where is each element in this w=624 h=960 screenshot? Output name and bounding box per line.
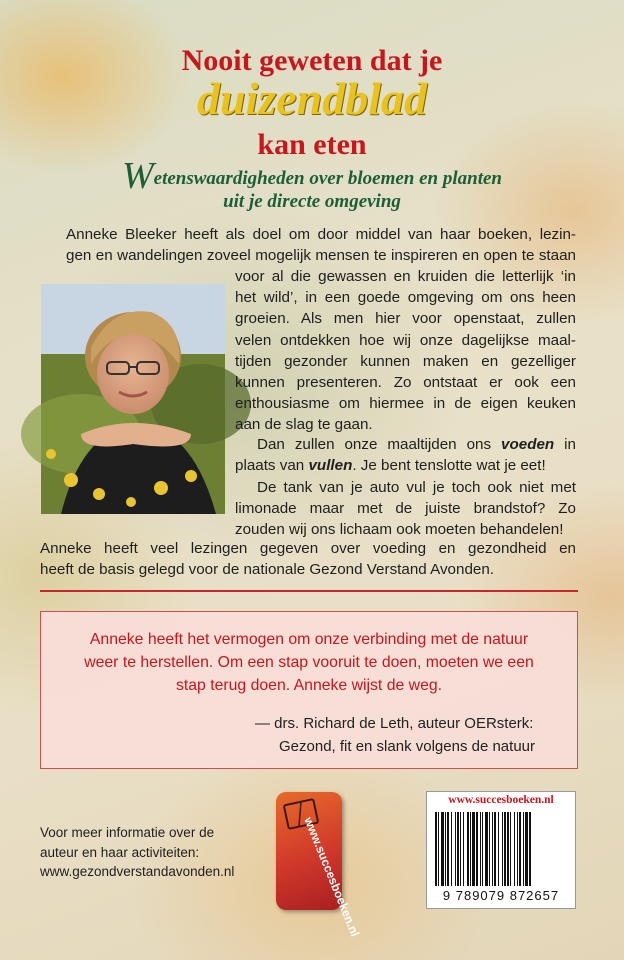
barcode-bar: [445, 812, 446, 886]
intro-line: Anneke Bleeker heeft als doel om door middel van haar boeken, lezin-: [66, 226, 576, 243]
photo-side-paragraph: [235, 266, 576, 436]
body-line: velen ontdekken hoe wij onze dagelijkse maal-: [235, 331, 576, 349]
body-line: De tank van je auto vul je toch ook niet met: [257, 479, 576, 496]
barcode-bar: [455, 812, 456, 886]
barcode-bar: [523, 812, 524, 886]
info-line: auteur en haar activiteiten:: [40, 844, 200, 860]
divider-rule: [40, 590, 578, 592]
author-portrait-illustration: [41, 284, 225, 514]
meals-text-b: in: [554, 436, 576, 453]
more-info-block: [40, 823, 234, 882]
title-line-2: duizendblad: [196, 73, 428, 124]
body-line: voor al die gewassen en kruiden die letterlijk ‘in: [235, 268, 576, 285]
testimonial-attribution: [255, 712, 535, 758]
logo-line-3: .nl: [343, 920, 363, 939]
title-line-1: Nooit geweten dat je: [181, 44, 443, 77]
barcode-url: www.succesboeken.nl: [448, 794, 554, 806]
body-line: het wild’, in een goede omgeving om ons heen: [235, 289, 576, 307]
body-line: enthousiasme om hiermee in de eigen keuken: [235, 395, 576, 413]
barcode-bar: [507, 812, 509, 886]
barcode-bar: [438, 812, 439, 886]
barcode-bar: [494, 812, 496, 886]
barcode-bar: [460, 812, 461, 886]
logo-line-2: www.: [301, 815, 326, 849]
quote-line: stap terug doen. Anneke wijst de weg.: [175, 677, 443, 694]
barcode-bar: [463, 812, 464, 886]
body-line: Anneke heeft veel lezingen gegeven over voeding en gezondheid en: [40, 540, 576, 557]
barcode-bar: [504, 812, 506, 886]
barcode-bar: [457, 812, 459, 886]
intro-line: gen en wandelingen zoveel mogelijk mensen te inspireren en open te staan: [66, 247, 576, 265]
meals-text-c: plaats van: [235, 457, 309, 475]
author-photo: [41, 284, 225, 514]
meals-line-2: [235, 455, 576, 476]
quote-line: Anneke heeft het vermogen om onze verbinding met de natuur: [89, 631, 529, 648]
barcode-bar: [510, 812, 511, 886]
barcode-bar: [476, 812, 478, 886]
barcode-bar: [472, 812, 475, 886]
attribution-line-1: — drs. Richard de Leth, auteur OERsterk:: [255, 715, 534, 732]
body-line: tijden gezonder kunnen maken en gezelliger: [235, 352, 576, 370]
subtitle-line-2: uit je directe omgeving: [223, 191, 401, 212]
logo-line-1: succesboeken: [312, 843, 357, 926]
barcode-bar: [470, 812, 471, 886]
testimonial-box: [40, 611, 578, 769]
subtitle-line-1-rest: etenswaardigheden over bloemen en planten: [153, 168, 502, 189]
intro-paragraph: [66, 224, 576, 266]
barcode-bar: [489, 812, 490, 886]
lectures-paragraph: [40, 538, 576, 580]
subtitle-line-1: [0, 155, 624, 197]
barcode-bars: [433, 812, 571, 886]
testimonial-quote: [63, 628, 555, 697]
meals-text-d: . Je bent tenslotte wat je eet!: [352, 457, 546, 475]
tank-paragraph: [235, 477, 576, 541]
barcode-bar: [517, 812, 518, 886]
barcode-number: 9 789079 872657: [442, 888, 560, 903]
info-line: Voor meer informatie over de: [40, 825, 215, 840]
meals-paragraph: [235, 434, 576, 476]
body-line: aan de slag te gaan.: [235, 416, 373, 434]
barcode-bar: [435, 812, 437, 886]
voeden-emphasis: voeden: [501, 436, 555, 453]
barcode-bar: [529, 812, 531, 886]
barcode-bar: [480, 812, 481, 886]
body-line: kunnen presenteren. Zo ontstaat er ook een: [235, 374, 576, 392]
barcode-bar: [441, 812, 444, 886]
vullen-emphasis: vullen: [308, 457, 353, 475]
body-line: groeien. Als men hier voor openstaat, zullen: [235, 310, 576, 328]
barcode-bar: [492, 812, 493, 886]
barcode-bar: [447, 812, 449, 886]
meals-line-1: [235, 434, 576, 455]
quote-line: weer te herstellen. Om een stap vooruit te doen, moeten we een: [84, 654, 534, 671]
meals-text-a: Dan zullen onze maaltijden ons: [257, 436, 502, 453]
barcode-bar: [451, 812, 452, 886]
barcode-bar: [482, 812, 483, 886]
body-line: heeft de basis gelegd voor de nationale Gezond Verstand Avonden.: [40, 561, 494, 579]
barcode-bar: [514, 812, 515, 886]
barcode-bar: [485, 812, 488, 886]
barcode-box: [426, 791, 576, 909]
barcode-bar: [519, 812, 521, 886]
title-line-3: kan eten: [257, 128, 367, 161]
publisher-logo: [276, 792, 363, 939]
body-line: limonade maar met de juiste brandstof? Zo: [235, 500, 576, 518]
attribution-line-2: Gezond, fit en slank volgens de natuur: [279, 738, 535, 755]
barcode-bar: [498, 812, 499, 886]
body-line: zouden wij ons lichaam ook moeten behandelen!: [235, 521, 564, 539]
barcode-bar: [467, 812, 469, 886]
subtitle-initial: W: [122, 155, 154, 197]
barcode-bar: [502, 812, 503, 886]
info-website-link[interactable]: www.gezondverstandavonden.nl: [40, 864, 235, 879]
barcode-bar: [525, 812, 528, 886]
